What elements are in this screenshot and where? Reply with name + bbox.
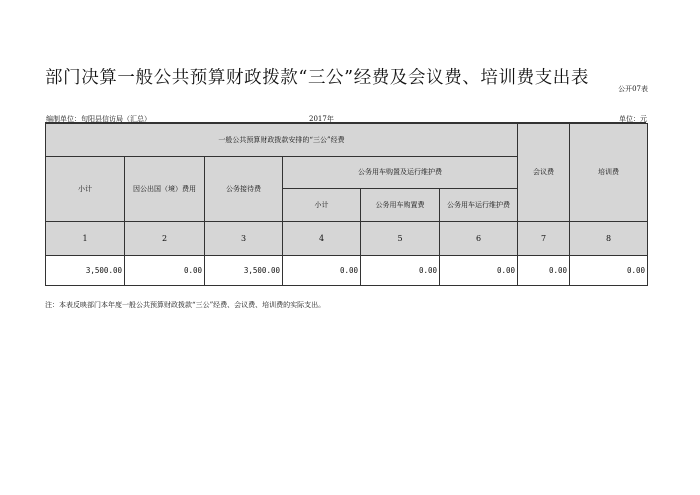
column-number: 4 [283, 222, 361, 256]
value-reception: 3,500.00 [205, 256, 283, 286]
vehicle-group-header: 公务用车购置及运行维护费 [283, 157, 518, 189]
training-header: 培训费 [570, 124, 648, 222]
reception-header: 公务接待费 [205, 157, 283, 222]
vehicle-purchase-header: 公务用车购置费 [361, 189, 440, 222]
form-code: 公开07表 [618, 85, 648, 93]
vehicle-operation-header: 公务用车运行维护费 [440, 189, 518, 222]
three-public-header: 一般公共预算财政拨款安排的“三公”经费 [46, 124, 518, 157]
report-year: 2017年 [309, 115, 334, 123]
value-meeting: 0.00 [518, 256, 570, 286]
header-row-1 [46, 124, 648, 157]
column-number-row [46, 222, 648, 256]
expense-table [45, 123, 648, 286]
meeting-header: 会议费 [518, 124, 570, 222]
subtotal-header: 小计 [46, 157, 125, 222]
value-vehicle-purchase: 0.00 [361, 256, 440, 286]
footnote: 注：本表反映部门本年度一般公共预算财政拨款“三公”经费、会议费、培训费的实际支出。 [45, 301, 326, 309]
value-vehicle-subtotal: 0.00 [283, 256, 361, 286]
value-subtotal: 3,500.00 [46, 256, 125, 286]
column-number: 1 [46, 222, 125, 256]
overseas-header: 因公出国（境）费用 [125, 157, 205, 222]
value-overseas: 0.00 [125, 256, 205, 286]
data-row [46, 256, 648, 286]
column-number: 6 [440, 222, 518, 256]
value-training: 0.00 [570, 256, 648, 286]
column-number: 2 [125, 222, 205, 256]
currency-unit: 单位：元 [619, 115, 647, 123]
column-number: 3 [205, 222, 283, 256]
vehicle-subtotal-header: 小计 [283, 189, 361, 222]
column-number: 5 [361, 222, 440, 256]
page-title: 部门决算一般公共预算财政拨款“三公”经费及会议费、培训费支出表 [45, 68, 589, 88]
column-number: 8 [570, 222, 648, 256]
column-number: 7 [518, 222, 570, 256]
value-vehicle-operation: 0.00 [440, 256, 518, 286]
compiling-unit: 编制单位：旬阳县信访局（汇总） [46, 115, 151, 123]
